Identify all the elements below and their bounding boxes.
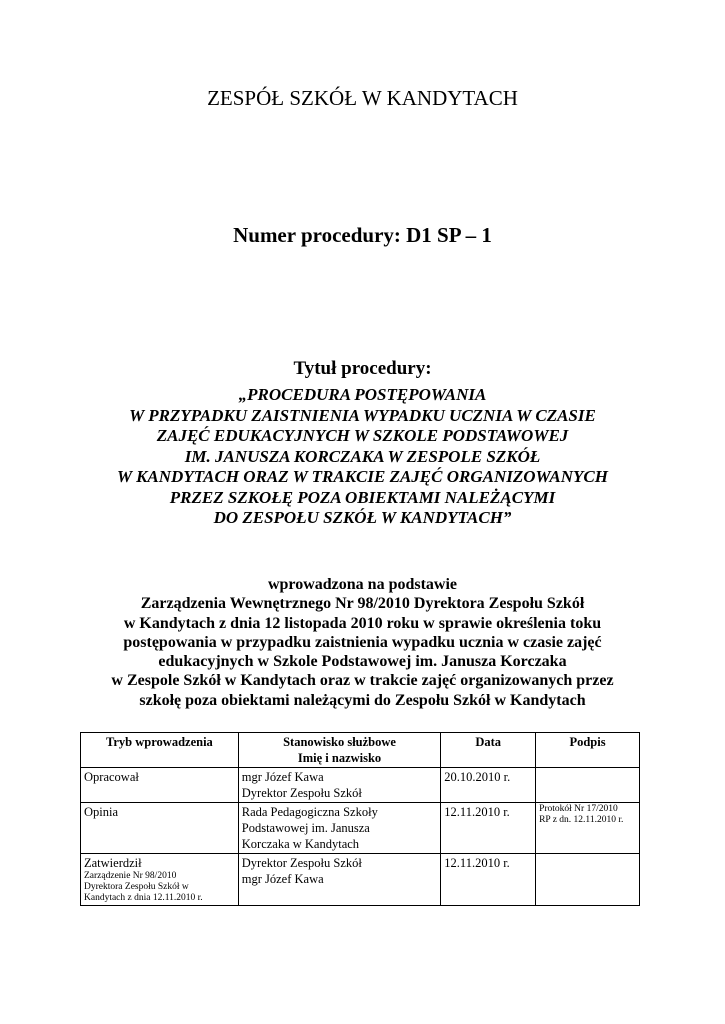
position-line: Dyrektor Zespołu Szkół <box>241 856 362 870</box>
table-row <box>81 854 640 906</box>
header-position-name: Imię i nazwisko <box>297 751 382 765</box>
mode-note: Dyrektora Zespołu Szkół w <box>84 882 189 892</box>
title-line: W KANDYTACH ORAZ W TRAKCIE ZAJĘĆ ORGANIZOWANYCH <box>117 467 608 486</box>
procedure-title-label: Tytuł procedury: <box>293 358 432 379</box>
mode-label: Opinia <box>84 805 119 819</box>
table-row <box>81 803 640 854</box>
header-position <box>238 733 441 768</box>
approval-table <box>80 732 640 906</box>
row-date: 20.10.2010 r. <box>441 768 536 803</box>
position-line: Podstawowej im. Janusza <box>241 821 370 835</box>
row-position <box>238 854 441 906</box>
header-position-title: Stanowisko służbowe <box>283 735 396 749</box>
header-signature: Podpis <box>536 733 640 768</box>
title-line: PRZEZ SZKOŁĘ POZA OBIEKTAMI NALEŻĄCYMI <box>169 487 556 507</box>
intro-line: w Kandytach z dnia 12 listopada 2010 roku w sprawie określenia toku <box>123 614 602 632</box>
mode-note: Zarządzenie Nr 98/2010 <box>84 871 177 881</box>
intro-line: w Zespole Szkół w Kandytach oraz w trakcie zajęć organizowanych przez <box>111 672 614 690</box>
mode-label: Zatwierdził <box>84 856 142 870</box>
signature-note: Protokół Nr 17/2010 <box>539 804 618 814</box>
position-line: Korczaka w Kandytach <box>241 837 360 851</box>
position-line: Rada Pedagogiczna Szkoły <box>241 805 378 819</box>
row-mode <box>81 854 239 906</box>
intro-line: Zarządzenia Wewnętrznego Nr 98/2010 Dyrektora Zespołu Szkół <box>140 595 585 613</box>
row-signature <box>536 854 640 906</box>
signature-note: RP z dn. 12.11.2010 r. <box>539 815 624 825</box>
procedure-number: Numer procedury: D1 SP – 1 <box>233 223 492 247</box>
row-mode <box>81 803 239 854</box>
row-signature <box>536 803 640 854</box>
row-mode <box>81 768 239 803</box>
table-row <box>81 768 640 803</box>
intro-line: edukacyjnych w Szkole Podstawowej im. Janusza Korczaka <box>158 653 567 671</box>
row-signature <box>536 768 640 803</box>
school-name: ZESPÓŁ SZKÓŁ W KANDYTACH <box>207 86 518 110</box>
table-header-row <box>81 733 640 768</box>
row-date: 12.11.2010 r. <box>441 854 536 906</box>
row-position <box>238 803 441 854</box>
title-line: DO ZESPOŁU SZKÓŁ W KANDYTACH” <box>213 508 512 527</box>
title-line: IM. JANUSZA KORCZAKA W ZESPOLE SZKÓŁ <box>184 446 541 466</box>
intro-line: postępowania w przypadku zaistnienia wypadku ucznia w czasie zajęć <box>123 633 602 651</box>
title-line: W PRZYPADKU ZAISTNIENIA WYPADKU UCZNIA W CZASIE <box>129 405 596 425</box>
position-line: Dyrektor Zespołu Szkół <box>241 786 362 800</box>
header-date: Data <box>441 733 536 768</box>
intro-line: szkołę poza obiektami należącymi do Zespołu Szkół w Kandytach <box>139 691 586 709</box>
legal-basis-paragraph <box>0 575 725 710</box>
title-line: ZAJĘĆ EDUKACYJNYCH W SZKOLE PODSTAWOWEJ <box>156 426 569 445</box>
intro-line: wprowadzona na podstawie <box>267 576 458 593</box>
row-position <box>238 768 441 803</box>
position-line: mgr Józef Kawa <box>241 770 324 784</box>
mode-label: Opracował <box>84 770 139 784</box>
procedure-title <box>0 385 725 529</box>
title-line: „PROCEDURA POSTĘPOWANIA <box>238 385 487 404</box>
position-line: mgr Józef Kawa <box>241 872 324 886</box>
mode-note: Kandytach z dnia 12.11.2010 r. <box>84 893 203 903</box>
row-date: 12.11.2010 r. <box>441 803 536 854</box>
header-mode: Tryb wprowadzenia <box>81 733 239 768</box>
